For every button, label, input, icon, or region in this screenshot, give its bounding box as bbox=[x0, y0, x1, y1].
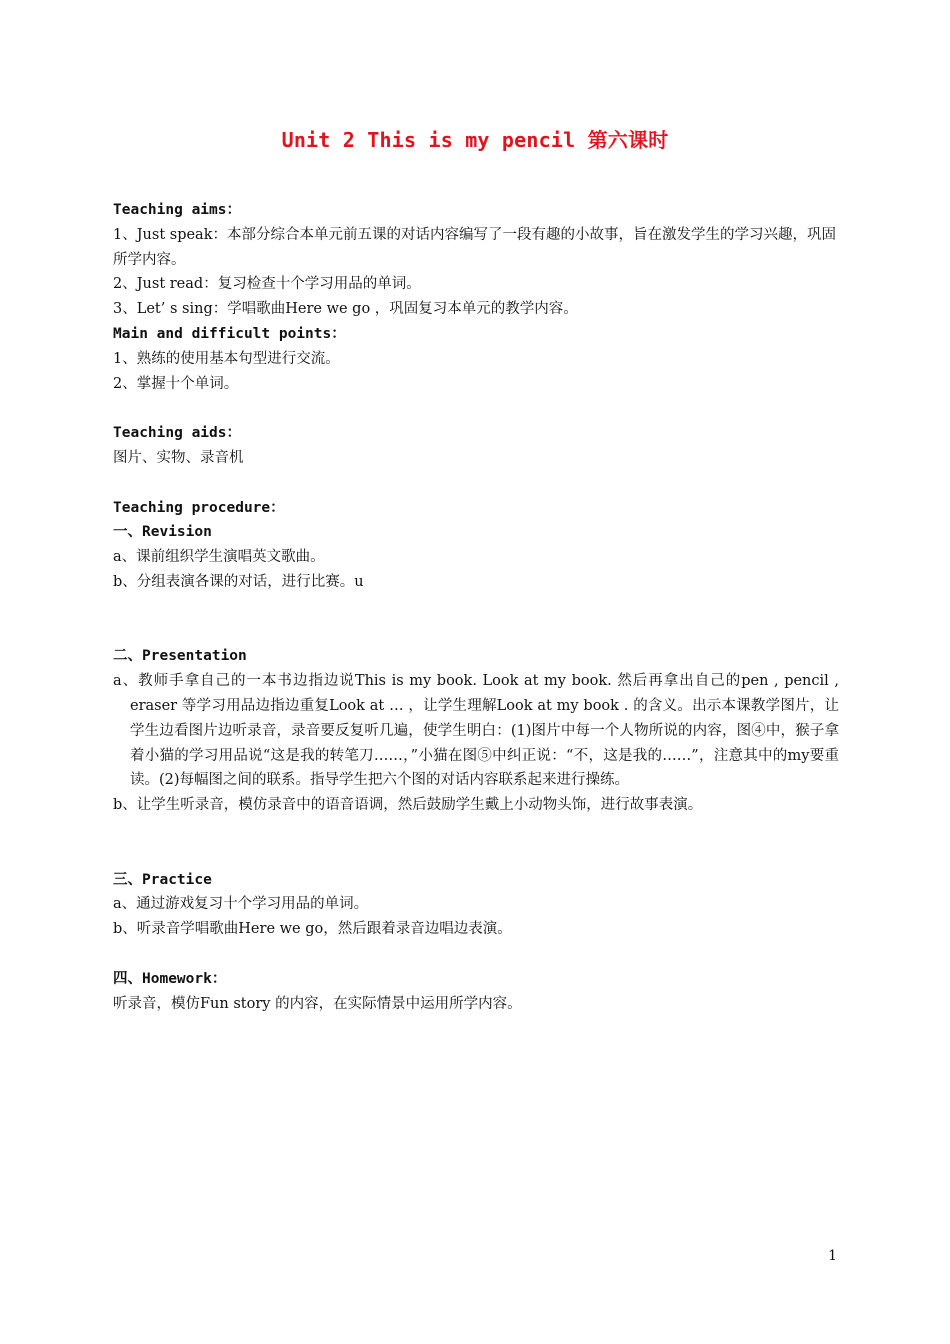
homework-heading: 四、Homework： bbox=[113, 970, 227, 987]
revision-heading: 一、Revision bbox=[113, 524, 212, 541]
revision-item-b: b、分组表演各课的对话，进行比赛。u bbox=[113, 573, 364, 590]
homework-text: 听录音，模仿Fun story 的内容，在实际情景中运用所学内容。 bbox=[113, 995, 522, 1012]
main-difficult-points-heading: Main and difficult points： bbox=[113, 325, 346, 342]
document-body bbox=[113, 198, 839, 1016]
points-item-2: 2、掌握十个单词。 bbox=[113, 375, 239, 392]
practice-item-b: b、听录音学唱歌曲Here we go，然后跟着录音边唱边表演。 bbox=[113, 921, 512, 938]
aims-item-3: 3、Let’ s sing：学唱歌曲Here we go ，巩固复习本单元的教学内容。 bbox=[113, 301, 578, 318]
teaching-aids-text: 图片、实物、录音机 bbox=[113, 449, 244, 466]
spacer bbox=[113, 818, 839, 868]
practice-heading: 三、Practice bbox=[113, 871, 212, 888]
presentation-heading: 二、Presentation bbox=[113, 648, 247, 665]
teaching-aids-heading: Teaching aids： bbox=[113, 425, 241, 442]
revision-item-a: a、课前组织学生演唱英文歌曲。 bbox=[113, 549, 325, 566]
page-number: 1 bbox=[828, 1248, 837, 1264]
practice-item-a: a、通过游戏复习十个学习用品的单词。 bbox=[113, 896, 369, 913]
teaching-aims-heading: Teaching aims： bbox=[113, 202, 241, 218]
page-title: Unit 2 This is my pencil 第六课时 bbox=[281, 128, 669, 152]
spacer bbox=[113, 595, 839, 645]
aims-item-2: 2、Just read：复习检查十个学习用品的单词。 bbox=[113, 276, 421, 293]
spacer bbox=[113, 471, 839, 496]
teaching-procedure-heading: Teaching procedure： bbox=[113, 499, 285, 516]
aims-item-1: 1、Just speak：本部分综合本单元前五课的对话内容编写了一段有趣的小故事，旨在激发学生的学习兴趣，巩固所学内容。 bbox=[113, 226, 836, 268]
spacer bbox=[113, 396, 839, 421]
points-item-1: 1、熟练的使用基本句型进行交流。 bbox=[113, 350, 340, 367]
presentation-item-a: a、教师手拿自己的一本书边指边说This is my book. Look at my book. 然后再拿出自己的pen , pencil , eraser 等学习用品边指边重复Look at … ，让学生理解Look at my book . 的含义。出示本课教学图片，让学生边看图片边听录音，录音要反复听几遍，使学生明白：(1)图片中每一个人物所说的内容，图④中，猴子拿着小猫的学习用品说“这是我的转笔刀……，”小猫在图⑤中纠正说：“不，这是我的……”，注意其中的my要重读。(2)每幅图之间的联系。指导学生把六个图的对话内容联系起来进行操练。 bbox=[113, 673, 839, 789]
presentation-item-b: b、让学生听录音，模仿录音中的语音语调，然后鼓励学生戴上小动物头饰，进行故事表演。 bbox=[113, 797, 703, 814]
spacer bbox=[113, 942, 839, 967]
